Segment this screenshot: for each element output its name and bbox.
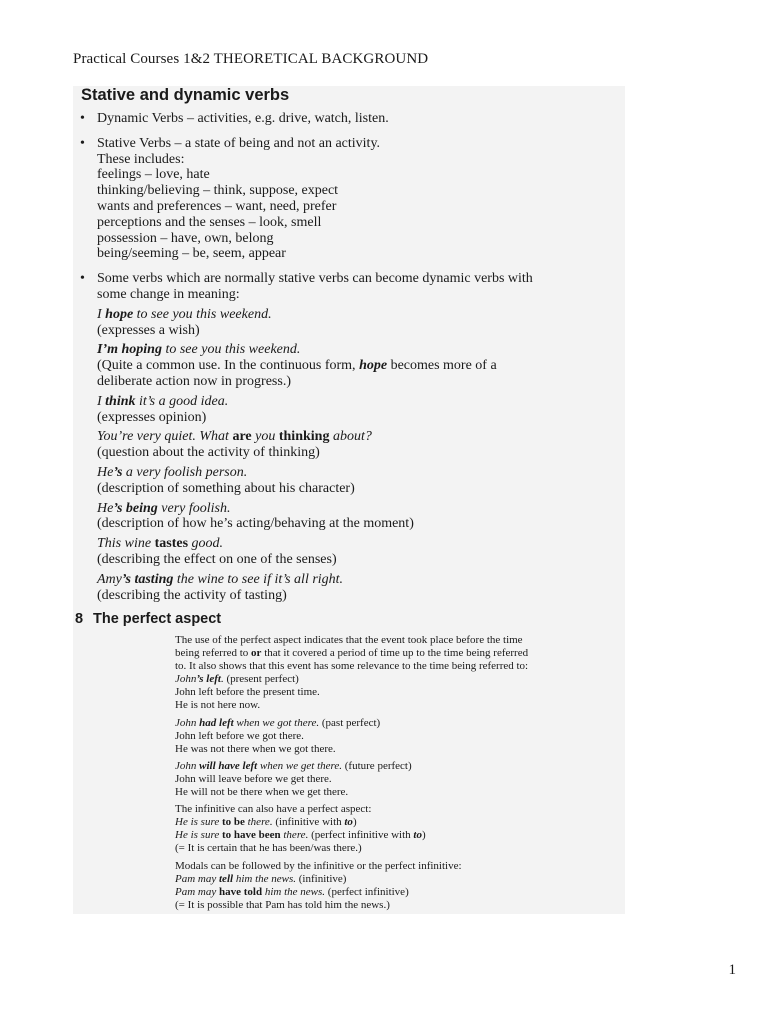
example-text: . — [220, 673, 224, 686]
example-sentence — [175, 760, 625, 773]
bullet-line: Stative Verbs – a state of being and not an activity. — [97, 135, 381, 151]
example-text: to see you this weekend. — [161, 342, 301, 358]
example-note: (describing the activity of tasting) — [97, 587, 287, 603]
bullet-line: being/seeming – be, seem, appear — [97, 246, 286, 262]
bullet-text: Dynamic Verbs – activities, e.g. drive, watch, listen. — [97, 111, 389, 126]
bullet-stative-to-dynamic — [80, 271, 620, 603]
example-sentence — [97, 307, 620, 323]
example-note: (= It is certain that he has been/was there.) — [175, 842, 362, 855]
example-text: good. — [188, 536, 224, 552]
example-tense: (perfect infinitive) — [325, 885, 409, 898]
example-sentence — [97, 501, 620, 517]
example-note: (expresses a wish) — [97, 322, 200, 338]
keyword: or — [251, 647, 262, 660]
example-note: (description of how he’s acting/behaving at the moment) — [97, 516, 414, 532]
example-keyword: ’s left — [196, 673, 221, 686]
example-text: Pam may — [175, 885, 219, 898]
example-sentence — [97, 572, 620, 588]
example-note: John will leave before we get there. — [175, 772, 332, 785]
example-keyword: ’s tasting — [121, 571, 174, 587]
example-text: I — [97, 393, 106, 409]
bullet-icon: • — [80, 135, 85, 151]
example-keyword: to — [413, 829, 422, 842]
bullet-line: wants and preferences – want, need, prefer — [97, 198, 337, 214]
example-tense: ) — [421, 829, 426, 842]
bullet-line: thinking/believing – think, suppose, expect — [97, 183, 339, 199]
example-text: I — [97, 306, 106, 322]
bullet-line: some change in meaning: — [97, 286, 240, 302]
example-sentence — [97, 429, 620, 445]
example-sentence — [97, 342, 620, 358]
example-tense: (past perfect) — [319, 716, 381, 729]
example-keyword: are — [232, 429, 252, 445]
example-keyword: ’s being — [113, 500, 158, 516]
example-keyword: ’s — [113, 464, 123, 480]
example-keyword: to be — [221, 816, 245, 829]
example-sentence — [97, 465, 620, 481]
example-text: This wine — [97, 536, 155, 552]
example-note: (= It is possible that Pam has told him the news.) — [175, 898, 390, 911]
example-keyword: tell — [219, 872, 234, 885]
bullet-line: possession – have, own, belong — [97, 230, 274, 246]
example-tense: (infinitive) — [296, 872, 347, 885]
example-note: (description of something about his character) — [97, 480, 355, 496]
example-text: He — [97, 464, 114, 480]
example-note: John left before the present time. — [175, 686, 320, 699]
example-note: John left before we got there. — [175, 729, 304, 742]
example-text: Pam may — [175, 872, 219, 885]
example-note: (describing the effect on one of the senses) — [97, 551, 337, 567]
section-title-text: The perfect aspect — [93, 611, 222, 627]
paragraph-line: The infinitive can also have a perfect aspect: — [175, 803, 372, 816]
example-sentence — [175, 873, 625, 886]
example-text: you — [251, 429, 279, 445]
example-text: when we get there. — [257, 759, 343, 772]
example-text: when we got there. — [233, 716, 320, 729]
bullet-icon: • — [80, 271, 85, 287]
example-text: there. — [280, 829, 309, 842]
section-number: 8 — [75, 611, 84, 627]
note-text: becomes more of a — [387, 358, 497, 374]
page-number: 1 — [728, 962, 736, 978]
example-keyword: to — [344, 816, 353, 829]
note-text: (Quite a common use. In the continuous form, — [97, 358, 360, 374]
section-title-stative-dynamic: Stative and dynamic verbs — [81, 86, 290, 104]
example-keyword: I’m hoping — [97, 342, 162, 358]
example-note — [97, 358, 620, 374]
section-perfect-aspect-body — [175, 634, 625, 912]
example-text: him the news. — [262, 885, 326, 898]
example-text: very foolish. — [157, 500, 231, 516]
example-text: He is sure — [175, 816, 222, 829]
bullet-line: Some verbs which are normally stative verbs can become dynamic verbs with — [97, 271, 533, 287]
example-keyword: to have been — [221, 829, 281, 842]
example-text: John — [175, 673, 197, 686]
example-keyword: thinking — [278, 429, 330, 445]
example-text: John — [175, 759, 200, 772]
example-sentence — [97, 536, 620, 552]
example-text: there. — [244, 816, 273, 829]
example-text: him the news. — [233, 872, 297, 885]
example-keyword: think — [105, 393, 136, 409]
example-note: He will not be there when we get there. — [175, 786, 349, 799]
bullet-stative-verbs — [80, 136, 620, 262]
example-note: He is not here now. — [175, 699, 261, 712]
example-tense: (perfect infinitive with — [308, 829, 414, 842]
example-tense: (infinitive with — [272, 816, 345, 829]
section-title-perfect-aspect — [75, 611, 221, 627]
example-text: Amy — [97, 571, 122, 587]
example-text: John — [175, 716, 200, 729]
example-text: it’s a good idea. — [135, 393, 229, 409]
bullet-dynamic-verbs — [80, 111, 620, 127]
bullet-icon: • — [80, 111, 85, 126]
paragraph-line: Modals can be followed by the infinitive or the perfect infinitive: — [175, 859, 462, 872]
example-keyword: will have left — [199, 759, 258, 772]
example-keyword: hope — [105, 306, 134, 322]
example-tense: (future perfect) — [342, 759, 412, 772]
example-tense: ) — [352, 816, 357, 829]
example-text: He is sure — [175, 829, 222, 842]
example-tense: (present perfect) — [223, 673, 299, 686]
example-sentence — [175, 886, 625, 899]
example-note: (expresses opinion) — [97, 409, 207, 425]
example-text: about? — [329, 429, 372, 445]
bullet-line: perceptions and the senses – look, smell — [97, 214, 322, 230]
example-sentence — [175, 829, 625, 842]
example-sentence — [175, 673, 625, 686]
example-keyword: had left — [199, 716, 234, 729]
example-keyword: tastes — [154, 536, 189, 552]
example-note: He was not there when we got there. — [175, 742, 336, 755]
example-text: to see you this weekend. — [133, 306, 272, 322]
bullet-line: feelings – love, hate — [97, 167, 210, 183]
paragraph-line — [175, 647, 625, 660]
example-sentence — [175, 816, 625, 829]
example-text: You’re very quiet. What — [97, 429, 233, 445]
paragraph-line: to. It also shows that this event has some relevance to the time being referred to: — [175, 660, 529, 673]
example-text: the wine to see if it’s all right. — [173, 571, 344, 587]
example-note: deliberate action now in progress.) — [97, 373, 291, 389]
example-note: (question about the activity of thinking) — [97, 445, 320, 461]
example-text: a very foolish person. — [122, 464, 248, 480]
page-header: Practical Courses 1&2 THEORETICAL BACKGROUND — [73, 51, 429, 67]
note-keyword: hope — [359, 358, 388, 374]
section-stative-dynamic-body — [80, 111, 620, 603]
example-text: He — [97, 500, 114, 516]
example-keyword: have told — [219, 885, 263, 898]
bullet-line: These includes: — [97, 151, 185, 167]
text: that it covered a period of time up to the time being referred — [261, 647, 529, 660]
paragraph-line: The use of the perfect aspect indicates that the event took place before the time — [175, 634, 523, 646]
text: being referred to — [175, 647, 252, 660]
example-sentence — [175, 717, 625, 730]
example-sentence — [97, 394, 620, 410]
